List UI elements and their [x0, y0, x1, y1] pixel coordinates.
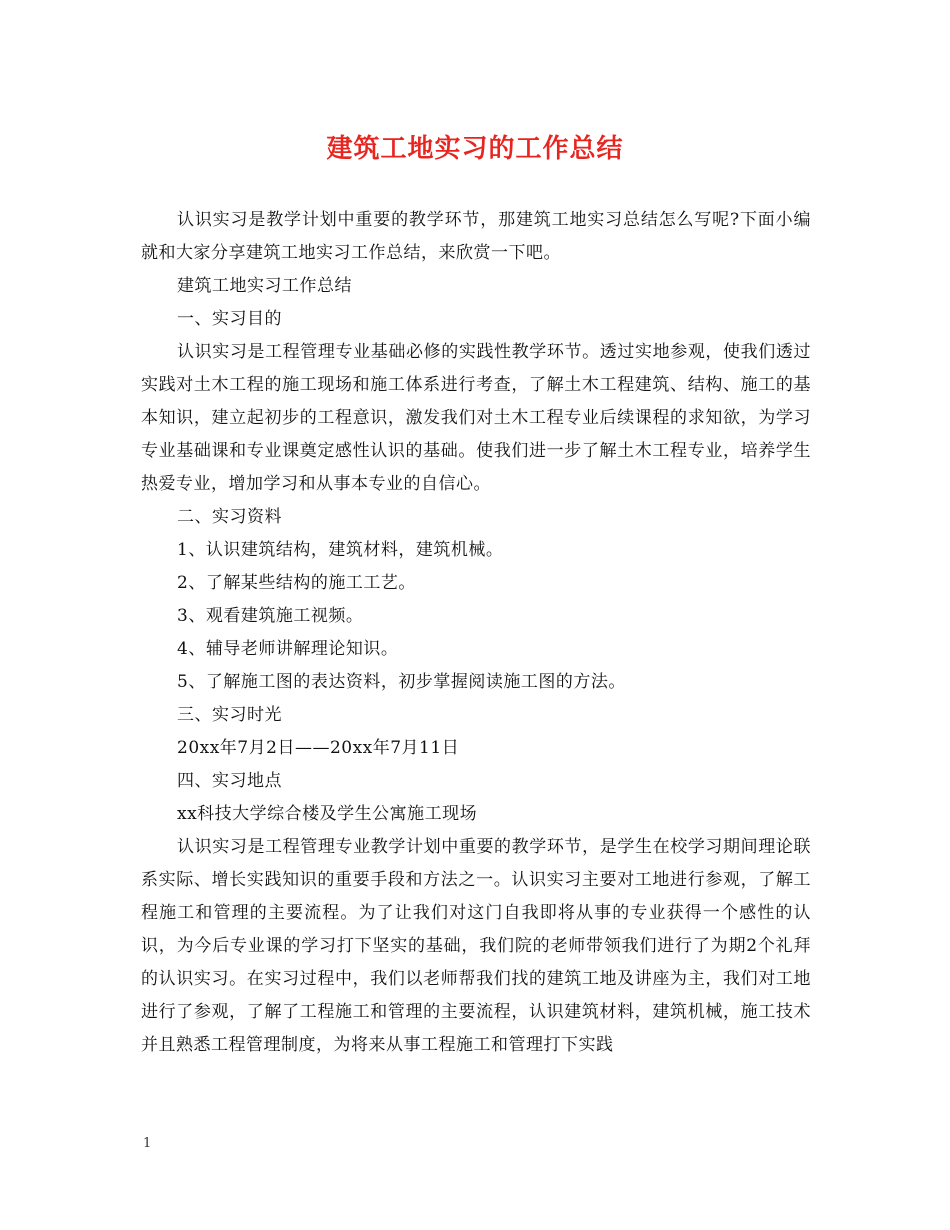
section-heading-purpose: 一、实习目的 — [177, 309, 282, 329]
list-item: 4、辅导老师讲解理论知识。 — [177, 639, 399, 659]
section-heading-time: 三、实习时光 — [177, 705, 282, 725]
paragraph-location: xx科技大学综合楼及学生公寓施工现场 — [177, 804, 478, 824]
list-item: 1、认识建筑结构，建筑材料，建筑机械。 — [177, 540, 504, 560]
list-item: 5、了解施工图的表达资料，初步掌握阅读施工图的方法。 — [177, 672, 626, 692]
list-item: 2、了解某些结构的施工工艺。 — [177, 573, 416, 593]
paragraph-purpose: 认识实习是工程管理专业基础必修的实践性教学环节。透过实地参观，使我们透过实践对土木工程的施工现场和施工体系进行考查，了解土木工程建筑、结构、施工的基本知识，建立起初步的工程意识，激发我们对土木工程专业后续课程的求知欲，为学习专业基础课和专业课奠定感性认识的基础。使我们进一步了解土木工程专业，培养学生热爱专业，增加学习和从事本专业的自信心。 — [141, 342, 811, 494]
page-number: 1 — [143, 1136, 152, 1151]
list-item: 3、观看建筑施工视频。 — [177, 606, 364, 626]
paragraph-subtitle: 建筑工地实习工作总结 — [177, 276, 352, 296]
section-heading-location: 四、实习地点 — [177, 771, 282, 791]
paragraph-intro: 认识实习是教学计划中重要的教学环节，那建筑工地实习总结怎么写呢?下面小编就和大家分享建筑工地实习工作总结，来欣赏一下吧。 — [141, 210, 811, 263]
document-title: 建筑工地实习的工作总结 — [326, 134, 624, 164]
paragraph-time: 20xx年7月2日——20xx年7月11日 — [177, 738, 460, 758]
document-body — [141, 204, 811, 1062]
section-heading-materials: 二、实习资料 — [177, 507, 282, 527]
paragraph-summary: 认识实习是工程管理专业教学计划中重要的教学环节，是学生在校学习期间理论联系实际、增长实践知识的重要手段和方法之一。认识实习主要对工地进行参观，了解工程施工和管理的主要流程。为了让我们对这门自我即将从事的专业获得一个感性的认识，为今后专业课的学习打下坚实的基础，我们院的老师带领我们进行了为期2个礼拜的认识实习。在实习过程中，我们以老师帮我们找的建筑工地及讲座为主，我们对工地进行了参观，了解了工程施工和管理的主要流程，认识建筑材料，建筑机械，施工技术并且熟悉工程管理制度，为将来从事工程施工和管理打下实践 — [141, 837, 811, 1055]
